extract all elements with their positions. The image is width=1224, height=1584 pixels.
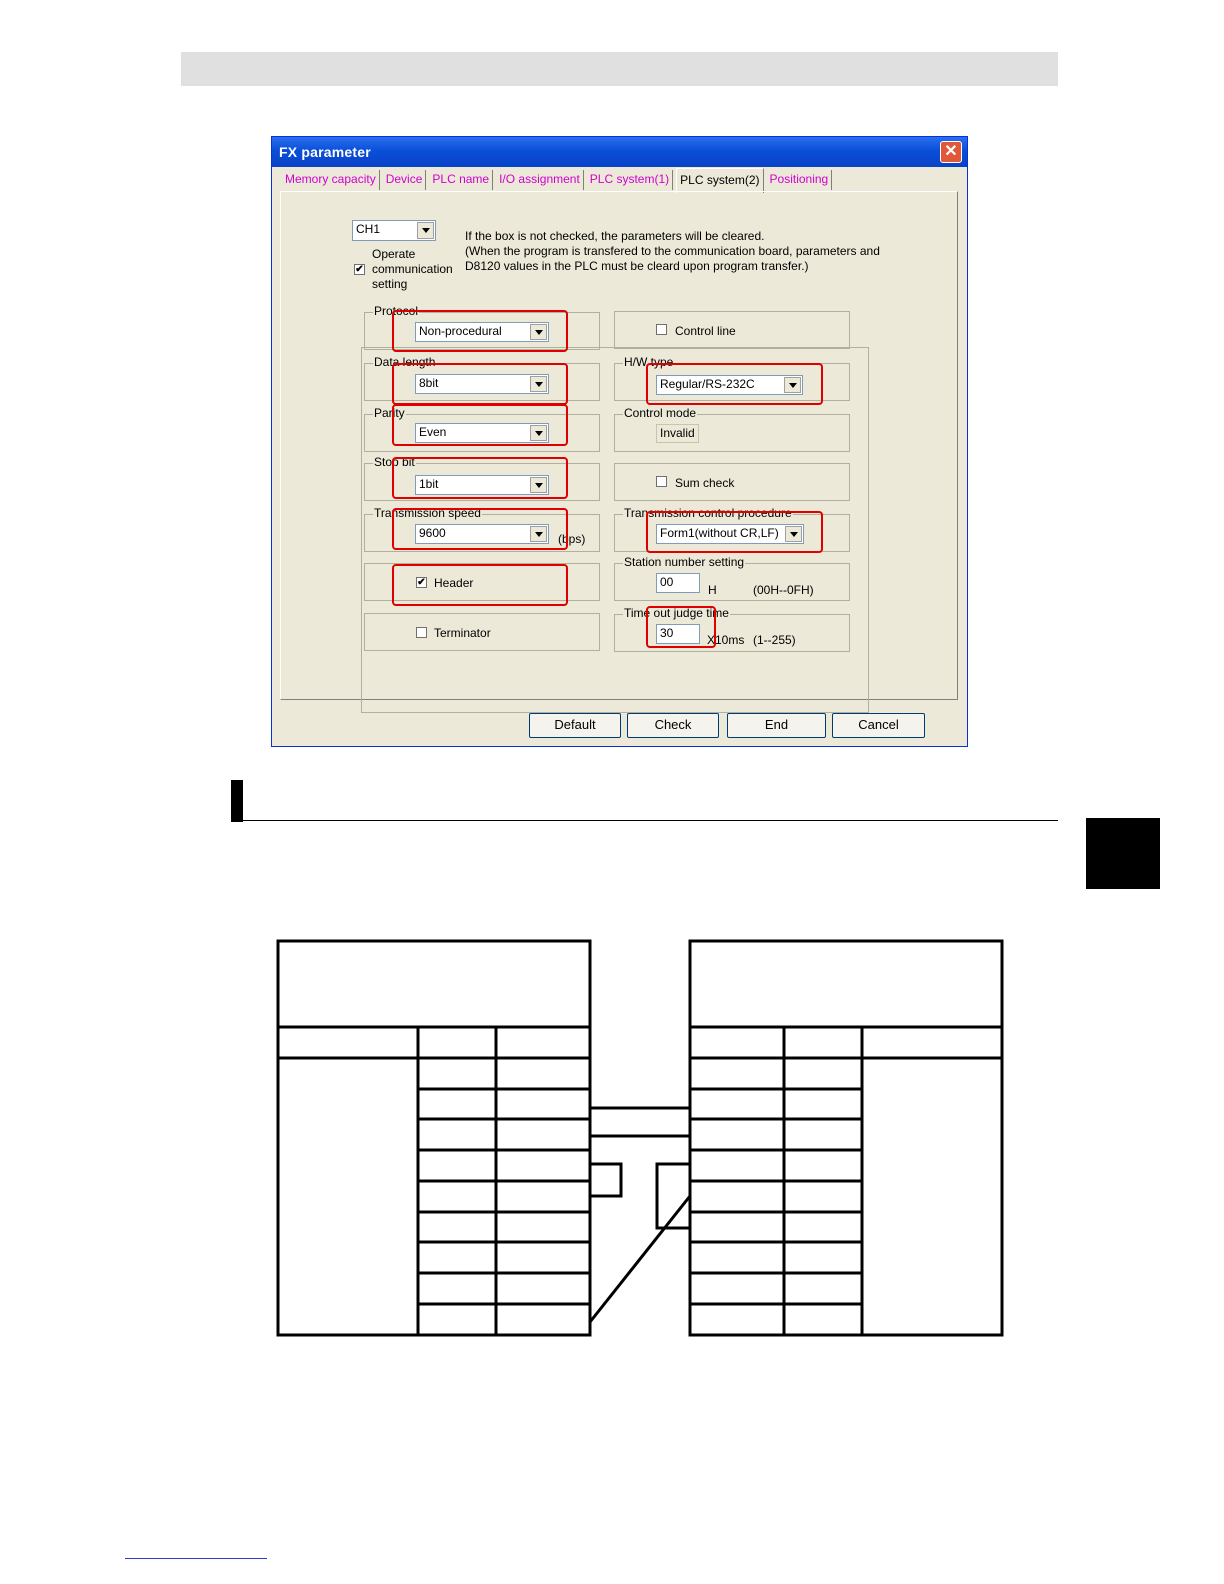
dialog-title: FX parameter xyxy=(279,144,371,160)
station-number-suffix: H xyxy=(708,583,717,597)
operate-comm-checkbox[interactable]: ✔ xyxy=(355,264,364,275)
hw-type-label: H/W type xyxy=(624,355,674,369)
stop-bit-value: 1bit xyxy=(419,477,439,491)
station-number-label: Station number setting xyxy=(624,555,745,569)
timeout-label: Time out judge time xyxy=(624,606,729,620)
parity-value: Even xyxy=(419,425,447,439)
tab-plc-system-1[interactable]: PLC system(1) xyxy=(587,170,673,190)
check-button[interactable]: Check xyxy=(627,713,719,738)
transmission-speed-value: 9600 xyxy=(419,526,446,540)
timeout-input[interactable]: 30 xyxy=(656,624,700,644)
default-button[interactable]: Default xyxy=(529,713,621,738)
timeout-suffix: X10ms xyxy=(707,633,745,647)
operate-comm-label-3: setting xyxy=(372,277,408,291)
note-line-2: (When the program is transfered to the communication board, parameters and xyxy=(465,244,880,258)
header-label: Header xyxy=(434,576,474,590)
transmission-control-value: Form1(without CR,LF) xyxy=(660,526,779,540)
channel-value: CH1 xyxy=(356,222,381,236)
tab-positioning[interactable]: Positioning xyxy=(767,170,833,190)
end-button[interactable]: End xyxy=(727,713,826,738)
timeout-range: (1--255) xyxy=(753,633,796,647)
data-length-label: Data length xyxy=(374,355,436,369)
terminator-label: Terminator xyxy=(434,626,491,640)
note-line-3: D8120 values in the PLC must be cleard upon program transfer.) xyxy=(465,259,809,273)
sum-check-label: Sum check xyxy=(675,476,735,490)
left-connector-box xyxy=(278,941,590,1335)
control-line-label: Control line xyxy=(675,324,736,338)
tab-memory-capacity[interactable]: Memory capacity xyxy=(282,170,380,190)
tab-device[interactable]: Device xyxy=(383,170,427,190)
parity-label: Parity xyxy=(374,406,405,420)
protocol-value: Non-procedural xyxy=(419,324,502,338)
right-connector-box xyxy=(690,941,1002,1335)
data-length-value: 8bit xyxy=(419,376,439,390)
bps-unit: (bps) xyxy=(558,532,586,546)
operate-comm-label-1: Operate xyxy=(372,247,416,261)
station-number-range: (00H--0FH) xyxy=(753,583,814,597)
transmission-speed-label: Transmission speed xyxy=(374,506,481,520)
note-line-1: If the box is not checked, the parameters will be cleared. xyxy=(465,229,765,243)
cancel-button[interactable]: Cancel xyxy=(832,713,925,738)
tab-io-assignment[interactable]: I/O assignment xyxy=(496,170,584,190)
footer-link-rule xyxy=(125,1558,267,1559)
tab-plc-system-2[interactable]: PLC system(2) xyxy=(676,168,763,193)
transmission-control-label: Transmission control procedure xyxy=(624,506,792,520)
control-mode-label: Control mode xyxy=(624,406,697,420)
station-number-input[interactable]: 00 xyxy=(656,573,700,593)
header-checkbox[interactable]: ✔ xyxy=(417,577,426,588)
operate-comm-label-2: communication xyxy=(372,262,453,276)
stop-bit-label: Stop bit xyxy=(374,455,415,469)
close-icon[interactable]: ✕ xyxy=(940,141,962,163)
control-mode-value: Invalid xyxy=(656,424,699,443)
protocol-label: Protocol xyxy=(374,304,419,318)
hw-type-value: Regular/RS-232C xyxy=(660,377,755,391)
tab-plc-name[interactable]: PLC name xyxy=(429,170,493,190)
